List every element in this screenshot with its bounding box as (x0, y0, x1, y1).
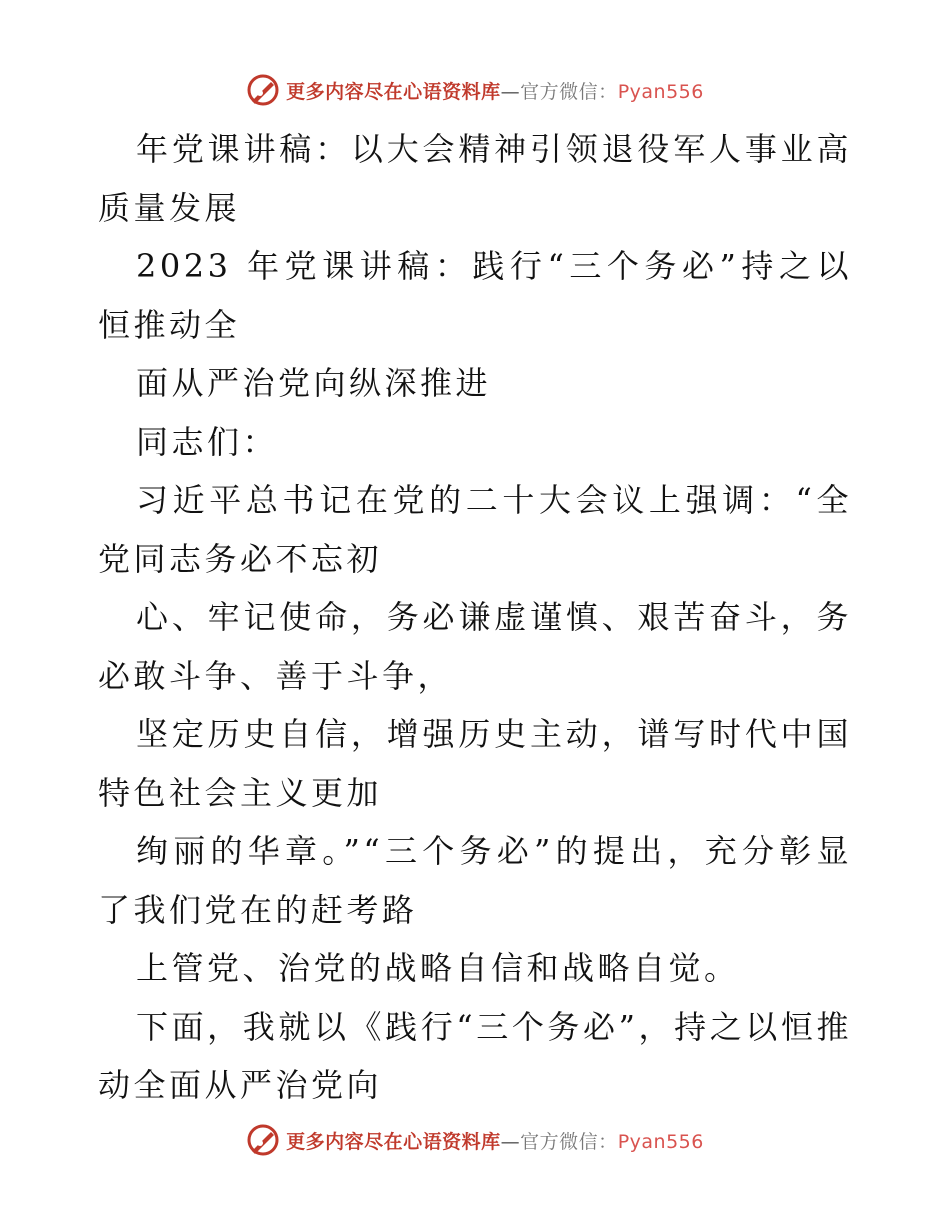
header-wechat-id: Pyan556 (617, 80, 704, 103)
header-banner-separator: — (500, 80, 521, 103)
header-banner-text (286, 77, 704, 104)
header-wechat-label: 官方微信： (520, 80, 618, 103)
footer-banner-main: 更多内容尽在心语资料库 (286, 1130, 501, 1153)
footer-wechat-id: Pyan556 (617, 1130, 704, 1153)
paragraph: 年党课讲稿：以大会精神引领退役军人事业高质量发展 (98, 130, 852, 227)
paragraph: 面从严治党向纵深推进 (136, 364, 492, 402)
paragraph: 习近平总书记在党的二十大会议上强调：“全党同志务必不忘初 (98, 481, 852, 578)
paragraph: 2023 年党课讲稿：践行“三个务必”持之以恒推动全 (98, 247, 852, 344)
paragraph: 坚定历史自信，增强历史主动，谱写时代中国特色社会主义更加 (98, 715, 852, 812)
footer-banner-separator: — (500, 1130, 521, 1153)
paragraph: 上管党、治党的战略自信和战略自觉。 (136, 949, 740, 987)
paragraph: 绚丽的华章。”“三个务必”的提出，充分彰显了我们党在的赶考路 (98, 832, 852, 929)
quill-logo-icon (246, 73, 280, 107)
footer-wechat-label: 官方微信： (520, 1130, 618, 1153)
header-banner (0, 68, 950, 112)
document-body (98, 120, 852, 1115)
paragraph: 心、牢记使命，务必谦虚谨慎、艰苦奋斗，务必敢斗争、善于斗争， (98, 598, 852, 695)
paragraph: 下面，我就以《践行“三个务必”，持之以恒推动全面从严治党向 (98, 1007, 852, 1104)
header-banner-main: 更多内容尽在心语资料库 (286, 80, 501, 103)
quill-logo-icon (246, 1123, 280, 1157)
paragraph: 同志们： (136, 422, 279, 461)
footer-banner (0, 1118, 950, 1162)
footer-banner-text (286, 1127, 704, 1154)
